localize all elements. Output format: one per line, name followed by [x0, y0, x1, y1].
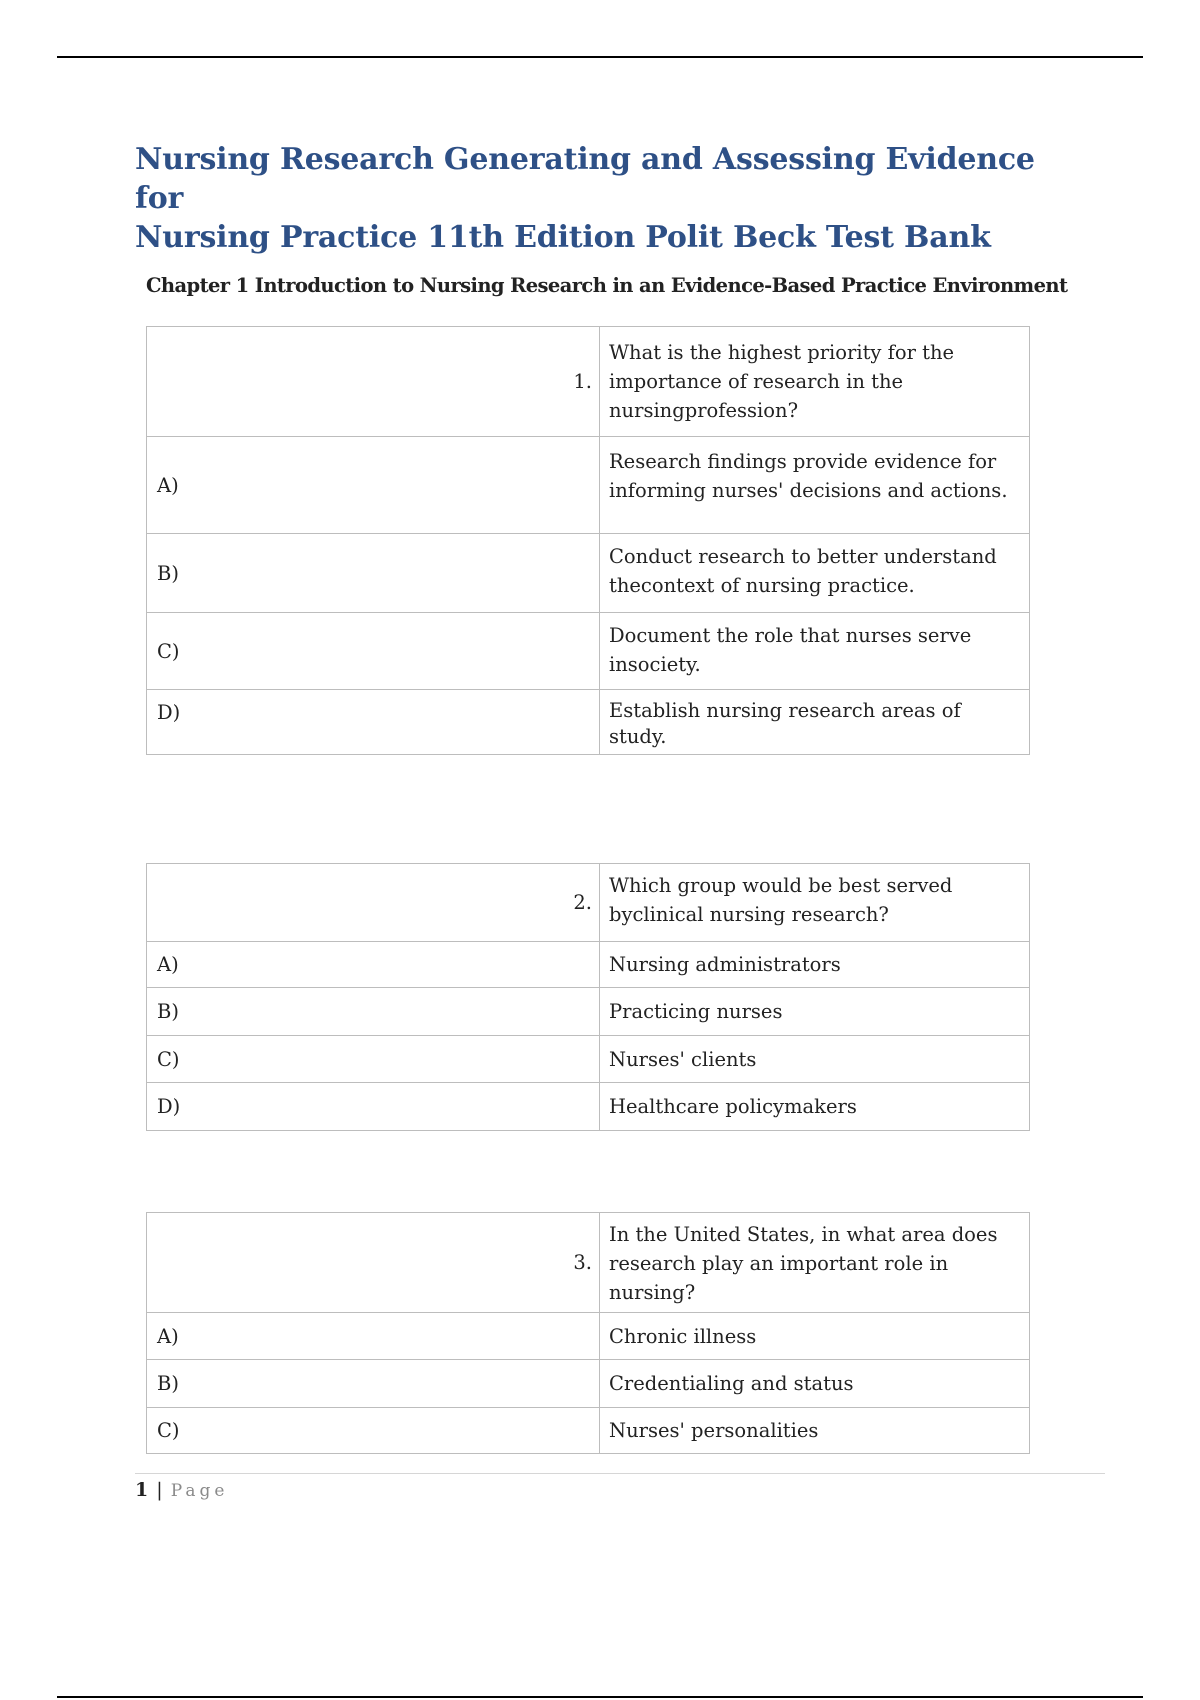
option-row — [147, 1083, 1030, 1131]
question-number: 1. — [147, 327, 600, 437]
question-table-2 — [146, 863, 1030, 1131]
option-row — [147, 534, 1030, 613]
option-text: Chronic illness — [600, 1313, 1030, 1360]
option-row — [147, 437, 1030, 534]
option-text: Document the role that nurses serve insociety. — [600, 613, 1030, 690]
option-label: A) — [147, 942, 600, 988]
option-row — [147, 1408, 1030, 1454]
option-label: B) — [147, 534, 600, 613]
option-text: Establish nursing research areas of study. — [600, 690, 1030, 755]
question-table-1 — [146, 326, 1030, 755]
question-text: In the United States, in what area does research play an important role in nursing? — [600, 1213, 1030, 1313]
page-label: Page — [170, 1481, 229, 1501]
footer-divider — [135, 1473, 1105, 1474]
option-text: Credentialing and status — [600, 1360, 1030, 1408]
option-row — [147, 1036, 1030, 1083]
question-row — [147, 1213, 1030, 1313]
option-label: C) — [147, 613, 600, 690]
option-row — [147, 988, 1030, 1036]
title-line-1: Nursing Research Generating and Assessing Evidence for — [135, 142, 1035, 216]
page-separator: | — [156, 1479, 163, 1501]
document-title — [135, 140, 1035, 257]
option-text: Healthcare policymakers — [600, 1083, 1030, 1131]
question-number: 2. — [147, 864, 600, 942]
question-text: Which group would be best served byclinical nursing research? — [600, 864, 1030, 942]
option-row — [147, 613, 1030, 690]
option-label: A) — [147, 437, 600, 534]
option-text: Nurses' personalities — [600, 1408, 1030, 1454]
option-label: A) — [147, 1313, 600, 1360]
question-row — [147, 327, 1030, 437]
option-text: Nursing administrators — [600, 942, 1030, 988]
question-text: What is the highest priority for the importance of research in the nursingprofession? — [600, 327, 1030, 437]
question-row — [147, 864, 1030, 942]
chapter-heading: Chapter 1 Introduction to Nursing Research in an Evidence-Based Practice Environment — [146, 274, 1068, 297]
option-text: Research findings provide evidence for informing nurses' decisions and actions. — [600, 437, 1030, 534]
option-label: B) — [147, 988, 600, 1036]
option-row — [147, 1360, 1030, 1408]
option-row — [147, 942, 1030, 988]
question-table-3 — [146, 1212, 1030, 1454]
option-label: D) — [147, 1083, 600, 1131]
page-footer — [135, 1479, 229, 1501]
page-number: 1 — [135, 1479, 149, 1501]
option-text: Conduct research to better understand thecontext of nursing practice. — [600, 534, 1030, 613]
option-label: C) — [147, 1408, 600, 1454]
option-row — [147, 690, 1030, 755]
option-label: D) — [147, 690, 600, 755]
option-text: Nurses' clients — [600, 1036, 1030, 1083]
bottom-rule — [57, 1696, 1143, 1698]
option-text: Practicing nurses — [600, 988, 1030, 1036]
question-number: 3. — [147, 1213, 600, 1313]
option-label: C) — [147, 1036, 600, 1083]
option-row — [147, 1313, 1030, 1360]
top-rule — [57, 56, 1143, 58]
option-label: B) — [147, 1360, 600, 1408]
title-line-2: Nursing Practice 11th Edition Polit Beck Test Bank — [135, 220, 991, 255]
